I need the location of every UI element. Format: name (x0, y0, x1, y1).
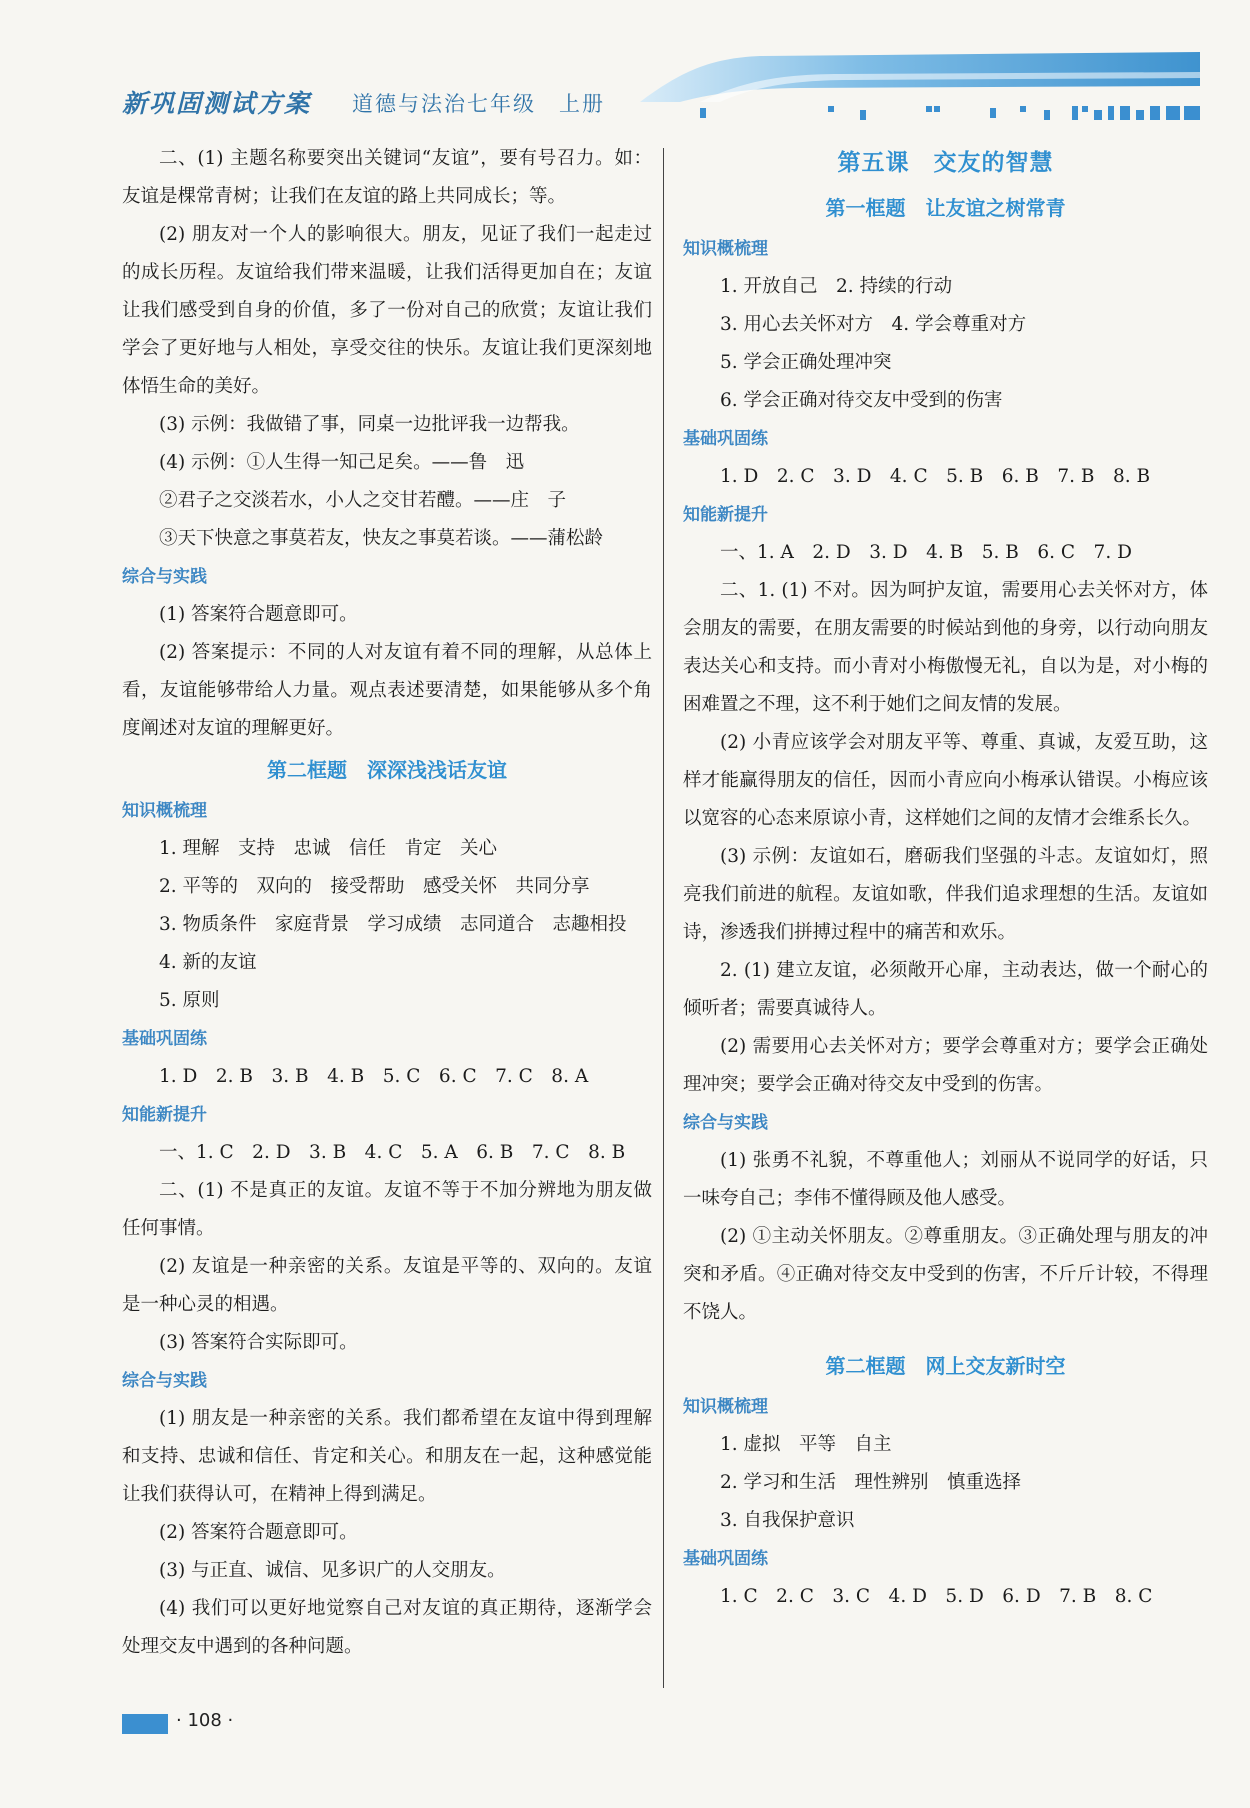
knowledge-item-2: 2. 平等的 双向的 接受帮助 感受关怀 共同分享 (159, 876, 590, 897)
section-heading-practice-2: 综合与实践 (122, 1371, 207, 1391)
basic-r1-answers: 1. D 2. C 3. D 4. C 5. B 6. B 7. B 8. B (720, 466, 1151, 487)
section-heading-basic-r2: 基础巩固练 (683, 1549, 768, 1569)
frame-title-2: 第二框题 深深浅浅话友谊 (267, 758, 507, 782)
section-heading-knowledge: 知识概梳理 (122, 801, 207, 821)
section-heading-practice: 综合与实践 (122, 567, 207, 587)
basic-answers: 1. D 2. B 3. B 4. B 5. C 6. C 7. C 8. A (159, 1066, 589, 1087)
page-number: · 108 · (176, 1710, 234, 1731)
section-heading-improve: 知能新提升 (122, 1105, 207, 1125)
column-divider (663, 148, 664, 1688)
frame-title-1: 第一框题 让友谊之树常青 (825, 196, 1066, 220)
left-text-1: 二、(1) 主题名称要突出关键词“友谊”，要有号召力。如：友谊是棵常青树；让我们在友谊的路上共同成长；等。 (122, 148, 652, 207)
lesson-title: 第五课 交友的智慧 (837, 150, 1054, 176)
footer-color-block (122, 1714, 168, 1734)
section-heading-practice-r1: 综合与实践 (683, 1113, 768, 1133)
left-text-5: ②君子之交淡若水，小人之交甘若醴。——庄 子 (159, 490, 567, 511)
left-practice2-2: (2) 答案符合题意即可。 (159, 1522, 358, 1543)
improve-r1-2: 二、1. (1) 不对。因为呵护友谊，需要用心去关怀对方，体会朋友的需要，在朋友需要的时候站到他的身旁，以行动向朋友表达关心和支持。而小青对小梅傲慢无礼，自以为是，对小梅的困难置之不理，这不利于她们之间友情的发展。 (683, 580, 1208, 715)
improve-answers-2: 二、(1) 不是真正的友谊。友谊不等于不加分辨地为朋友做任何事情。 (122, 1180, 652, 1239)
knowledge-r2-item-2: 2. 学习和生活 理性辨别 慎重选择 (720, 1472, 1022, 1493)
left-text-6: ③天下快意之事莫若友，快友之事莫若谈。——蒲松龄 (159, 528, 604, 549)
left-practice-1: (1) 答案符合题意即可。 (159, 604, 358, 625)
knowledge-item-4: 4. 新的友谊 (159, 952, 257, 973)
header-title: 新巩固测试方案 (122, 89, 312, 118)
left-practice2-3: (3) 与正直、诚信、见多识广的人交朋友。 (159, 1560, 506, 1581)
knowledge-r1-item-2: 3. 用心去关怀对方 4. 学会尊重对方 (720, 314, 1027, 335)
page-header (0, 40, 1250, 140)
section-heading-basic-r1: 基础巩固练 (683, 429, 768, 449)
practice-r1-1: (1) 张勇不礼貌，不尊重他人；刘丽从不说同学的好话，只一味夸自己；李伟不懂得顾及他人感受。 (683, 1150, 1208, 1209)
knowledge-item-3: 3. 物质条件 家庭背景 学习成绩 志同道合 志趣相投 (159, 914, 627, 935)
left-column (122, 140, 652, 1666)
section-heading-knowledge-r1: 知识概梳理 (683, 239, 768, 259)
section-heading-basic: 基础巩固练 (122, 1029, 207, 1049)
left-text-4: (4) 示例：①人生得一知己足矣。——鲁 迅 (159, 452, 525, 473)
knowledge-r2-item-3: 3. 自我保护意识 (720, 1510, 855, 1531)
right-column (683, 140, 1208, 1616)
left-practice2-1: (1) 朋友是一种亲密的关系。我们都希望在友谊中得到理解和支持、忠诚和信任、肯定和关心。和朋友在一起，这种感觉能让我们获得认可，在精神上得到满足。 (122, 1408, 652, 1505)
improve-r1-3: (2) 小青应该学会对朋友平等、尊重、真诚，友爱互助，这样才能赢得朋友的信任，因而小青应向小梅承认错误。小梅应该以宽容的心态来原谅小青，这样她们之间的友情才会维系长久。 (683, 732, 1208, 829)
left-text-2: (2) 朋友对一个人的影响很大。朋友，见证了我们一起走过的成长历程。友谊给我们带来温暖，让我们活得更加自在；友谊让我们感受到自身的价值，多了一份对自己的欣赏；友谊让我们学会了更好地与人相处，享受交往的快乐。友谊让我们更深刻地体悟生命的美好。 (122, 224, 652, 397)
improve-answers-3: (2) 友谊是一种亲密的关系。友谊是平等的、双向的。友谊是一种心灵的相遇。 (122, 1256, 652, 1315)
knowledge-item-5: 5. 原则 (159, 990, 220, 1011)
left-practice2-4: (4) 我们可以更好地觉察自己对友谊的真正期待，逐渐学会处理交友中遇到的各种问题。 (122, 1598, 652, 1657)
improve-r1-4: (3) 示例：友谊如石，磨砺我们坚强的斗志。友谊如灯，照亮我们前进的航程。友谊如歌，伴我们追求理想的生活。友谊如诗，渗透我们拼搏过程中的痛苦和欢乐。 (683, 846, 1208, 943)
header-decor-band (640, 52, 1200, 102)
header-dot-pattern (700, 106, 1200, 120)
improve-r1-1: 一、1. A 2. D 3. D 4. B 5. B 6. C 7. D (720, 542, 1132, 563)
basic-r2-answers: 1. C 2. C 3. C 4. D 5. D 6. D 7. B 8. C (720, 1586, 1153, 1607)
section-heading-improve-r1: 知能新提升 (683, 505, 768, 525)
knowledge-r1-item-3: 5. 学会正确处理冲突 (720, 352, 892, 373)
practice-r1-2: (2) ①主动关怀朋友。②尊重朋友。③正确处理与朋友的冲突和矛盾。④正确对待交友中受到的伤害，不斤斤计较，不得理不饶人。 (683, 1226, 1208, 1323)
frame-title-r2: 第二框题 网上交友新时空 (825, 1354, 1066, 1378)
knowledge-r1-item-1: 1. 开放自己 2. 持续的行动 (720, 276, 953, 297)
header-subtitle: 道德与法治七年级 上册 (352, 92, 605, 116)
improve-r1-5: 2. (1) 建立友谊，必须敞开心扉，主动表达，做一个耐心的倾听者；需要真诚待人。 (683, 960, 1208, 1019)
improve-answers-1: 一、1. C 2. D 3. B 4. C 5. A 6. B 7. C 8. B (159, 1142, 626, 1163)
knowledge-item-1: 1. 理解 支持 忠诚 信任 肯定 关心 (159, 838, 498, 859)
left-practice-2: (2) 答案提示：不同的人对友谊有着不同的理解，从总体上看，友谊能够带给人力量。观点表述要清楚，如果能够从多个角度阐述对友谊的理解更好。 (122, 642, 652, 739)
knowledge-r1-item-4: 6. 学会正确对待交友中受到的伤害 (720, 390, 1003, 411)
improve-r1-6: (2) 需要用心去关怀对方；要学会尊重对方；要学会正确处理冲突；要学会正确对待交友中受到的伤害。 (683, 1036, 1208, 1095)
knowledge-r2-item-1: 1. 虚拟 平等 自主 (720, 1434, 892, 1455)
improve-answers-4: (3) 答案符合实际即可。 (159, 1332, 358, 1353)
section-heading-knowledge-r2: 知识概梳理 (683, 1397, 768, 1417)
left-text-3: (3) 示例：我做错了事，同桌一边批评我一边帮我。 (159, 414, 580, 435)
